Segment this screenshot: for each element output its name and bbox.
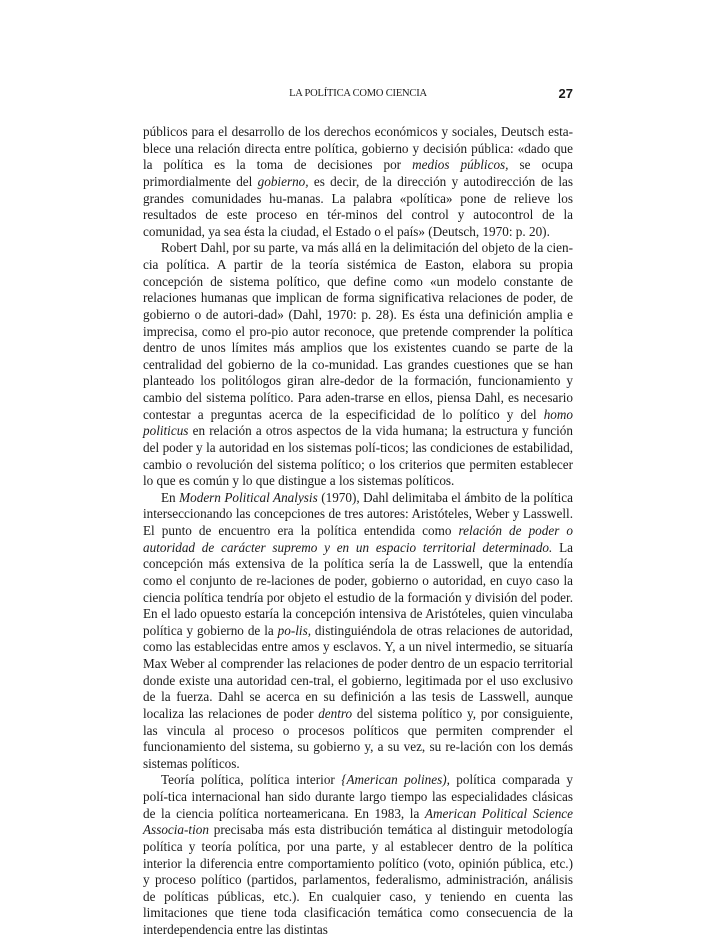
- running-title: LA POLÍTICA COMO CIENCIA: [289, 88, 427, 99]
- text-run: distinguiéndola de otras relaciones de autoridad, como las establecidas entre amos y esclavos. Y, a un nivel intermedio, se situaría Max Weber al comprender las relaciones de poder dentro de un espacio territorial donde existe una autoridad cen-tral, el gobierno, legitimada por el uso exclusivo de la fuerza. Dahl se acerca en su definición a las tesis de Lasswell, aunque localiza las relaciones de poder: [143, 622, 573, 721]
- paragraph: [143, 772, 573, 938]
- text-run: (1970), Dahl delimitaba el ámbito de la política interseccionando las concepciones de tres autores: Aristóteles, Weber y Lasswell. El punto de encuentro era la política entendida como: [143, 489, 573, 538]
- running-header: [143, 86, 573, 106]
- italic-run: {American polines),: [341, 772, 450, 788]
- italic-run: po-lis,: [277, 622, 311, 638]
- text-run: en relación a otros aspectos de la vida humana; la estructura y función del poder y la autoridad en los sistemas polí-ticos; las condiciones de estabilidad, cambio o revolución del sistema político; o los criterios que permiten establecer lo que es común y lo que distingue a los sistemas políticos.: [143, 423, 573, 489]
- text-run: Teoría política, política interior: [161, 772, 342, 788]
- text-run: se ocupa primordialmente del: [143, 157, 573, 189]
- italic-run: American Political Science Associa-tion: [143, 805, 573, 838]
- text-run: Robert Dahl, por su parte, va más allá en la delimitación del objeto de la cien-cia política. A partir de la teoría sistémica de Easton, elabora su propia concepción de sistema político, que define como «un modelo constante de relaciones humanas que implican de forma significativa relaciones de poder, de gobierno o de autori-dad» (Dahl, 1970: p. 28). Es ésta una definición amplia e imprecisa, como el pro-pio autor reconoce, que pretende comprender la política dentro de unos límites más amplios que los existentes cuando se parte de la centralidad del gobierno de la co-munidad. Las grandes cuestiones que se han planteado los politólogos giran alre-dedor de la formación, funcionamiento y cambio del sistema político. Para aden-trarse en ellos, piensa Dahl, es necesario contestar a preguntas acerca de la especificidad de lo político y del: [143, 240, 573, 422]
- text-run: En: [161, 489, 180, 505]
- text-run: del sistema político y, por consiguiente, las vincula al proceso o procesos políticos que permiten comprender el funcionamiento del sistema, su gobierno y, a su vez, su re-lación con los demás sistemas políticos.: [143, 705, 573, 771]
- italic-run: homo politicus: [143, 406, 573, 439]
- page-number: 27: [558, 86, 573, 101]
- italic-run: Modern Political Analysis: [179, 489, 318, 505]
- italic-run: relación de poder o autoridad de carácter supremo y en un espacio territorial determinado.: [143, 523, 573, 555]
- text-run: precisaba más esta distribución temática al distinguir metodología política y teoría política, por una parte, y al establecer dentro de la política interior la diferencia entre comportamiento político (voto, opinión pública, etc.) y proceso político (partidos, parlamentos, federalismo, administración, análisis de políticas públicas, etc.). En cualquier caso, y teniendo en cuenta las limitaciones que tiene toda clasificación temática como consecuencia de la interdependencia entre las distintas: [143, 822, 573, 937]
- text-run: La concepción más extensiva de la política sería la de Lasswell, que la entendía como el conjunto de re-laciones de poder, gobierno o autoridad, en cuyo caso la ciencia política tendría por objeto el estudio de la formación y división del poder. En el lado opuesto estaría la concepción intensiva de Aristóteles, quien vinculaba política y gobierno de la: [143, 539, 573, 638]
- text-run: públicos para el desarrollo de los derechos económicos y sociales, Deutsch esta-blece una relación directa entre política, gobierno y decisión pública: «dado que la política es la toma de decisiones por: [143, 124, 573, 173]
- text-run: política comparada y polí-tica internacional han sido durante largo tiempo las especialidades clásicas de la ciencia política norteamericana. En 1983, la: [143, 772, 573, 821]
- text-run: es decir, de la dirección y autodirección de las grandes comunidades hu-manas. La palabra «política» pone de relieve los resultados de este proceso en tér-minos del control y autocontrol de la comunidad, ya sea ésta la ciudad, el Estado o el país» (Deutsch, 1970: p. 20).: [143, 173, 574, 239]
- italic-run: gobierno,: [257, 173, 309, 189]
- paragraph: [143, 124, 573, 240]
- italic-run: medios públicos,: [412, 157, 509, 173]
- italic-run: dentro: [318, 705, 353, 721]
- paragraph: [143, 240, 573, 489]
- body-text: [143, 124, 573, 939]
- paragraph: [143, 490, 573, 773]
